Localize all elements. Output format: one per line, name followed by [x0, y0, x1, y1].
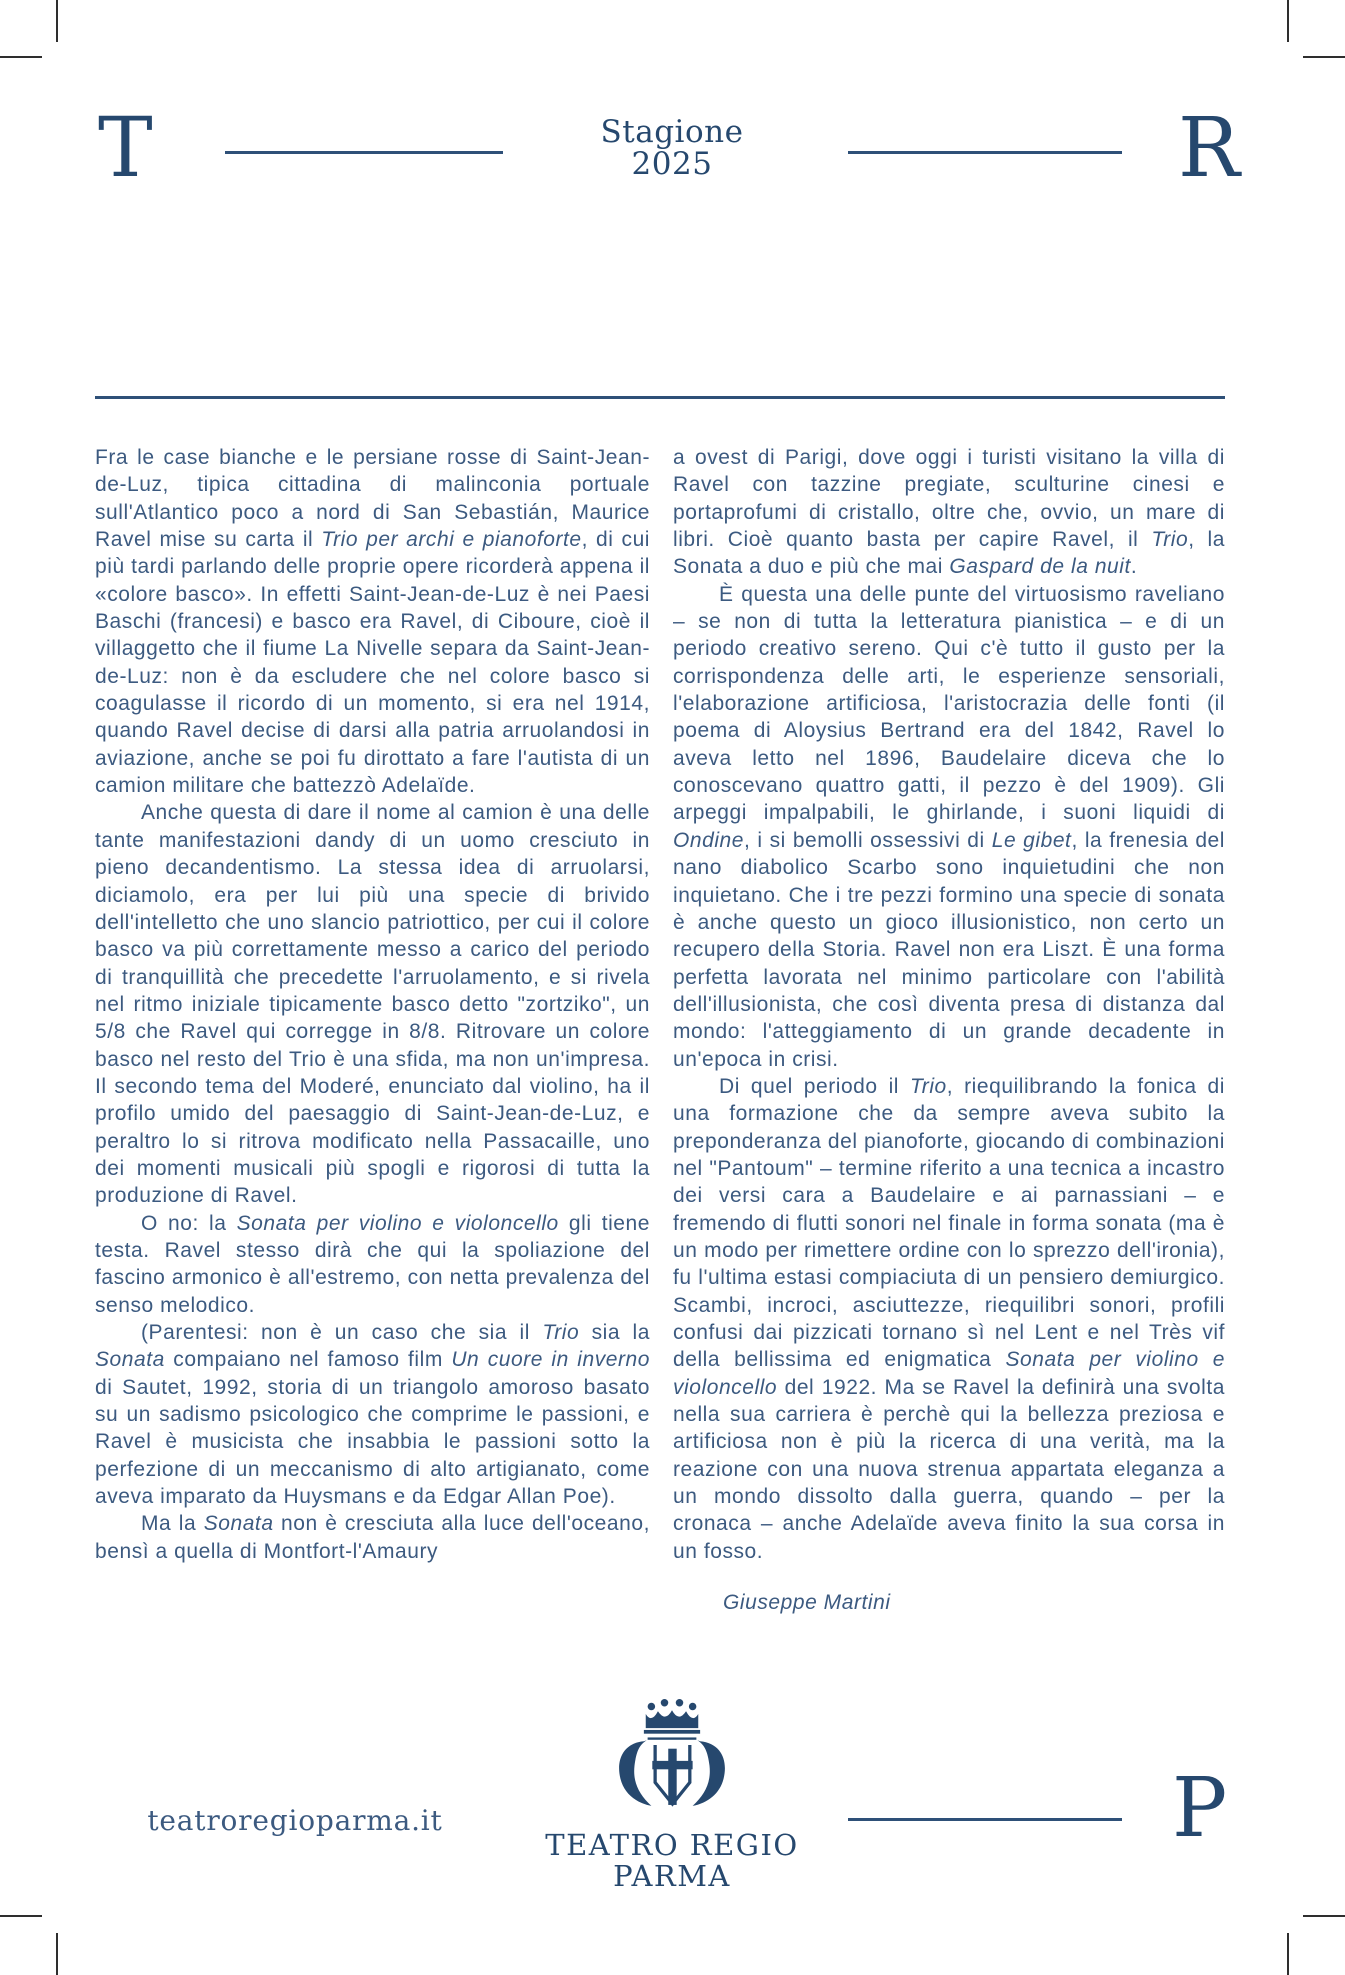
- article-top-rule: [95, 396, 1225, 399]
- crop-mark: [1303, 1915, 1345, 1917]
- paragraph: Anche questa di dare il nome al camion è una delle tante manifestazioni dandy di un uomo cresciuto in pieno decandentismo. La stessa idea di arruolarsi, diciamolo, era per lui più una specie di brivido dell'intelletto che uno slancio patriottico, per cui il colore basco va più correttamente messo a carico del periodo di tranquillità che precedette l'arruolamento, e si rivela nel ritmo iniziale tipicamente basco detto "zortziko", un 5/8 che Ravel qui corregge in 8/8. Ritrovare un colore basco nel resto del Trio è una sfida, ma non un'impresa. Il secondo tema del Moderé, enunciato dal violino, ha il profilo umido del paesaggio di Saint-Jean-de-Luz, e peraltro lo si ritrova modificato nella Passacaille, uno dei momenti musicali più spogli e rigorosi di tutta la produzione di Ravel.: [95, 801, 650, 1208]
- paragraph: (Parentesi: non è un caso che sia il Trio sia la Sonata compaiano nel famoso film Un cuore in inverno di Sautet, 1992, storia di un triangolo amoroso basato su un sadismo psicologico che comprime le passioni, e Ravel è musicista che insabbia le passioni sotto la perfezione di un meccanismo di alto artigianato, come aveva imparato da Huysmans e da Edgar Allan Poe).: [95, 1321, 650, 1509]
- footer-logo-name-line1: TEATRO REGIO: [545, 1828, 799, 1862]
- paragraph: Fra le case bianche e le persiane rosse di Saint-Jean-de-Luz, tipica cittadina di malinconia portuale sull'Atlantico poco a nord di San Sebastián, Maurice Ravel mise su carta il Trio per archi e pianoforte, di cui più tardi parlando delle proprie opere ricorderà appena il «colore basco». In effetti Saint-Jean-de-Luz è nei Paesi Baschi (francesi) e basco era Ravel, di Ciboure, cioè il villaggetto che il fiume La Nivelle separa da Saint-Jean-de-Luz: non è da escludere che nel colore basco si coagulasse il ricordo di un momento, si era nel 1914, quando Ravel decise di darsi alla patria arruolandosi in aviazione, anche se poi fu dirottato a fare l'autista di un camion militare che battezzò Adelaïde.: [95, 446, 651, 798]
- crop-mark: [0, 1915, 42, 1917]
- paragraph: O no: la Sonata per violino e violoncello gli tiene testa. Ravel stesso dirà che qui la spoliazione del fascino armonico è all'estremo, con netta prevalenza del senso melodico.: [95, 1211, 650, 1317]
- season-line1: Stagione: [600, 114, 744, 150]
- paragraph: Ma la Sonata non è cresciuta alla luce dell'oceano, bensì a quella di Montfort-l'Amaury: [95, 1512, 650, 1563]
- website-url: teatroregioparma.it: [147, 1804, 443, 1837]
- crop-mark: [1287, 1933, 1289, 1975]
- masthead-rule-left: [225, 151, 503, 154]
- paragraph: È questa una delle punte del virtuosismo raveliano – se non di tutta la letteratura pianistica – e di un periodo creativo sereno. Qui c'è tutto il gusto per la corrispondenza delle arti, le esperienze sensoriali, l'elaborazione artificiosa, l'aristocrazia delle fonti (il poema di Aloysius Bertrand era del 1842, Ravel lo aveva letto nel 1896, Baudelaire diceva che lo conoscevano quattro gatti, il pezzo è del 1909). Gli arpeggi impalpabili, le ghirlande, i suoni liquidi di Ondine, i si bemolli ossessivi di Le gibet, la frenesia del nano diabolico Scarbo sono inquietudini che non inquietano. Che i tre pezzi formino una specie di sonata è anche questo un gioco illusionistico, non certo un recupero della Storia. Ravel non era Liszt. È una forma perfetta lavorata nel minimo particolare con l'abilità dell'illusionista, che così diventa presa di distanza dal mondo: l'atteggiamento di un grande decadente in un'epoca in crisi.: [673, 582, 1225, 1071]
- footer-logo-name-line2: PARMA: [613, 1859, 731, 1893]
- paragraph: Di quel periodo il Trio, riequilibrando la fonica di una formazione che da sempre aveva subito la preponderanza del pianoforte, giocando di combinazioni nel "Pantoum" – termine riferito a una tecnica a incastro dei versi cara a Baudelaire e ai parnassiani – e fremendo di flutti sonori nel finale in forma sonata (ma è un modo per rimettere ordine con lo sprezzo dell'ironia), fu l'ultima estasi compiaciuta di un pensiero demiurgico. Scambi, incroci, asciuttezze, riequilibri sonori, profili confusi dai pizzicati tornano sì nel Lent e nel Très vif della bellissima ed enigmatica Sonata per violino e violoncello del 1922. Ma se Ravel la definirà una svolta nella sua carriera è perchè qui la bellezza preziosa e artificiosa non è più la ricerca di una verità, ma la reazione con una nuova strenua appartata eleganza a un mondo dissolto dalla guerra, quando – per la cronaca – anche Adelaïde aveva finito la sua corsa in un fosso.: [673, 1074, 1225, 1563]
- crop-mark: [1303, 56, 1345, 58]
- masthead-letter-r: R: [1178, 101, 1240, 196]
- crop-mark: [1287, 0, 1289, 42]
- article-column-left: [95, 444, 650, 1565]
- masthead-letter-t: T: [98, 101, 153, 196]
- season-label: [522, 116, 822, 180]
- footer-letter-p: P: [1172, 1761, 1228, 1856]
- season-line2: 2025: [631, 146, 713, 182]
- crop-mark: [0, 56, 42, 58]
- footer-rule-right: [848, 1818, 1122, 1821]
- masthead-rule-right: [848, 151, 1122, 154]
- teatro-regio-crown-emblem-icon: [597, 1698, 747, 1820]
- paragraph: a ovest di Parigi, dove oggi i turisti visitano la villa di Ravel con tazzine pregiate, sculturine cinesi e portaprofumi di cristallo, oltre che, ovvio, un mare di libri. Cioè quanto basta per capire Ravel, il Trio, la Sonata a duo e più che mai Gaspard de la nuit.: [673, 446, 1225, 579]
- crop-mark: [56, 0, 58, 42]
- author-byline: Giuseppe Martini: [723, 1591, 891, 1615]
- crop-mark: [56, 1933, 58, 1975]
- article-column-right: [673, 444, 1225, 1616]
